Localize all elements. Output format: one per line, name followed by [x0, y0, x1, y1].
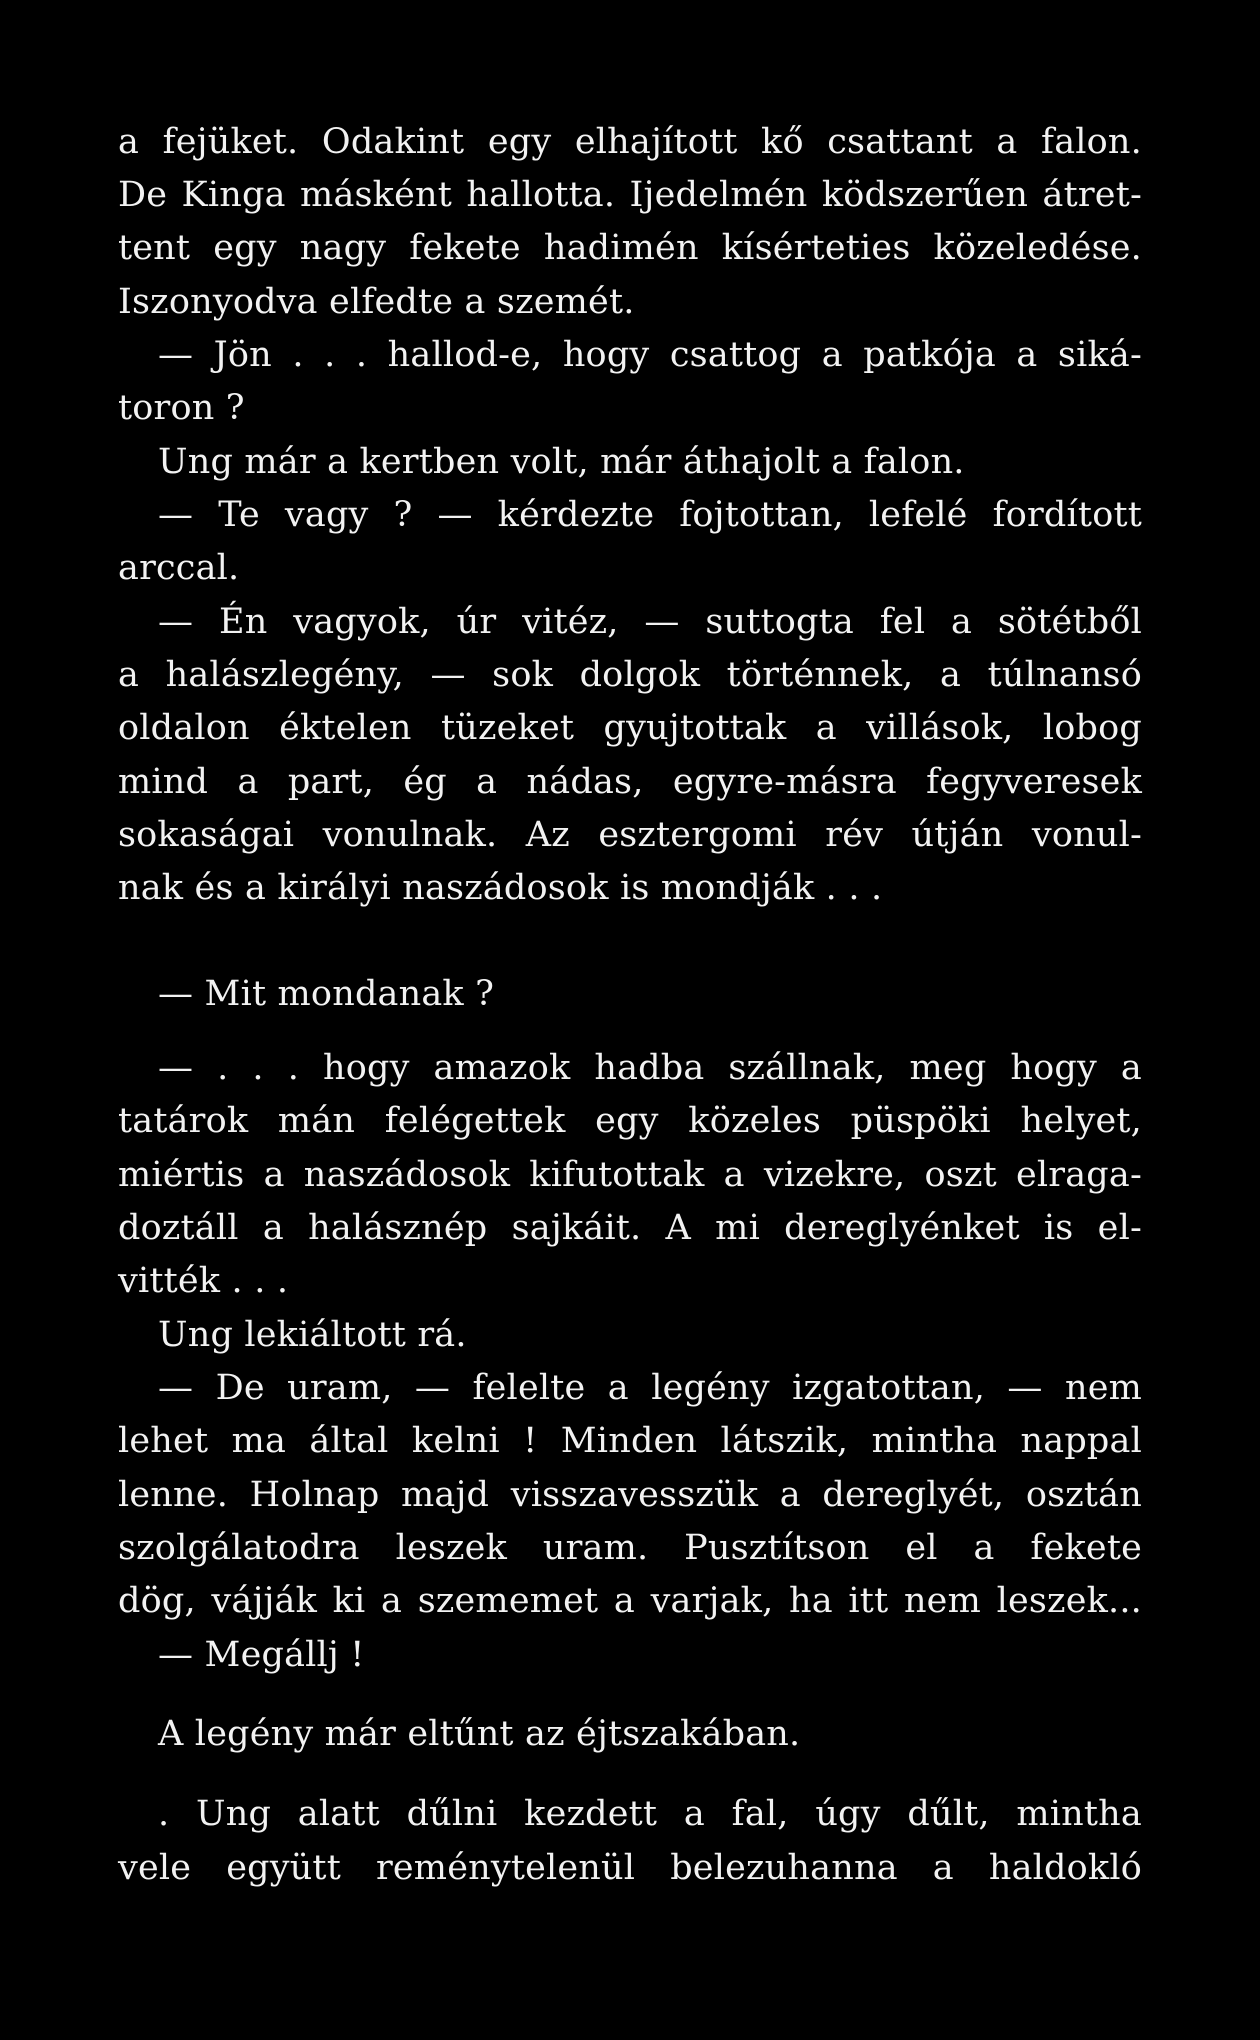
text-line: lenne. Holnap majd visszavesszük a dereglyét, osztán: [118, 1475, 1142, 1515]
text-line: dög, vájják ki a szememet a varjak, ha itt nem leszek...: [118, 1581, 1142, 1621]
text-line: mind a part, ég a nádas, egyre-másra fegyveresek: [118, 762, 1142, 802]
text-line: a halászlegény, — sok dolgok történnek, a túlnansó: [118, 655, 1142, 695]
text-line: — . . . hogy amazok hadba szállnak, meg hogy a: [158, 1048, 1142, 1088]
text-line: — De uram, — felelte a legény izgatottan, — nem: [158, 1368, 1142, 1408]
text-line: nak és a királyi naszádosok is mondják . . .: [118, 868, 883, 908]
text-line: Iszonyodva elfedte a szemét.: [118, 282, 635, 322]
text-line: tatárok mán felégettek egy közeles püspöki helyet,: [118, 1101, 1142, 1141]
text-line: — Jön . . . hallod-e, hogy csattog a patkója a siká-: [158, 335, 1142, 375]
text-line: lehet ma által kelni ! Minden látszik, mintha nappal: [118, 1421, 1142, 1461]
text-line: doztáll a halásznép sajkáit. A mi dereglyénket is el-: [118, 1208, 1142, 1248]
text-line: — Én vagyok, úr vitéz, — suttogta fel a sötétből: [158, 602, 1142, 642]
text-line: toron ?: [118, 388, 245, 428]
text-line: a fejüket. Odakint egy elhajított kő csattant a falon.: [118, 122, 1142, 162]
text-line: sokaságai vonulnak. Az esztergomi rév útján vonul-: [118, 815, 1142, 855]
text-line: — Mit mondanak ?: [158, 974, 495, 1014]
text-line: arccal.: [118, 548, 240, 588]
text-line: miértis a naszádosok kifutottak a vizekre, oszt elraga-: [118, 1155, 1142, 1195]
text-line: vele együtt reménytelenül belezuhanna a haldokló: [118, 1848, 1142, 1888]
text-line: vitték . . .: [118, 1261, 289, 1301]
text-line: . Ung alatt dűlni kezdett a fal, úgy dűlt, mintha: [158, 1794, 1142, 1834]
text-line: Ung már a kertben volt, már áthajolt a falon.: [158, 442, 965, 482]
text-line: De Kinga másként hallotta. Ijedelmén ködszerűen átret-: [118, 175, 1142, 215]
text-line: — Megállj !: [158, 1635, 365, 1675]
text-line: szolgálatodra leszek uram. Pusztítson el a fekete: [118, 1528, 1142, 1568]
text-line: A legény már eltűnt az éjtszakában.: [158, 1714, 801, 1754]
text-line: Ung lekiáltott rá.: [158, 1315, 467, 1355]
text-line: — Te vagy ? — kérdezte fojtottan, lefelé fordított: [158, 495, 1142, 535]
text-line: tent egy nagy fekete hadimén kísérteties közeledése.: [118, 228, 1142, 268]
text-line: oldalon éktelen tüzeket gyujtottak a villások, lobog: [118, 708, 1142, 748]
